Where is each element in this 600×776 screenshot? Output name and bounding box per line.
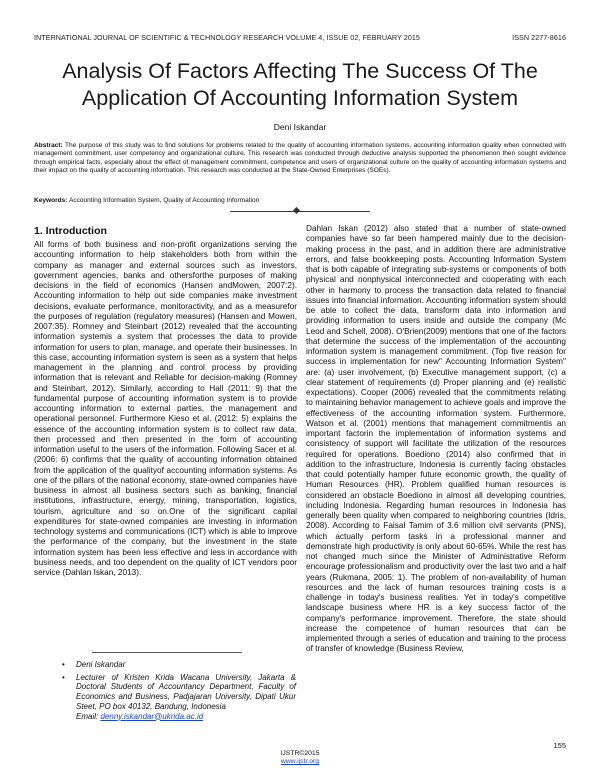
page-footer bbox=[0, 750, 600, 766]
journal-header: INTERNATIONAL JOURNAL OF SCIENTIFIC & TECHNOLOGY RESEARCH VOLUME 4, ISSUE 02, FEBRUARY 2015 bbox=[34, 33, 420, 42]
bullet: • bbox=[62, 660, 65, 669]
abstract-label: Abstract: bbox=[34, 142, 63, 149]
footnote-affiliation-item bbox=[62, 672, 296, 722]
section-divider bbox=[230, 211, 370, 212]
author-name: Deni Iskandar bbox=[273, 122, 327, 132]
footer-url-link[interactable]: www.ijstr.org bbox=[280, 758, 320, 765]
author-footnote bbox=[62, 660, 296, 724]
intro-right-paragraph: Dahlan Iskan (2012) also stated that a number of state-owned companies have so far been hampered mainly due to the decision-making process in the past, and in addition there are administrative errors, and false bookkeeping posts. Accounting Information System that is both capable of integrating sub-systems or components of both physical and nonphysical interconnected and cooperating with each other in harmony to process the transaction data related to financial issues into financial information. Accounting information system should be able to collect the data, transform data into information and providing information to users inside and outside the company (Mc Leod and Schell, 2008). O'Brien(2009) mentions that one of the factors that determine the success of the implementation of the accounting information system is management commitment. (Top five reason for success in implementation for new" Accounting Information System" are: (a) user involvement, (b) Executive management support, (c) a clear statement of requirements (d) Proper planning and (e) realistic expectations). Cooper (2006) revealed that the commitments relating to maintaining behavior management to achieve goals and improve the effectiveness of the accounting information system. Furthermore, Watson et al. (2001) mentions that management commitmentis an important factorin the implementation of information systems and consistency of support will facilitate the utilization of the resources required for operations. Boediono (2014) also confirmed that in addition to the infrastructure, Indonesia is currently facing obstacles that could potentially hamper future economic growth, the quality of Human Resources (HR). Problem qualified human resources is considered an obstacle Boediono in almost all developing countries, including Indonesia. Regarding human resources in Indonesia has generally been quality when compared to neighboring countries (Idris, 2008). According to Faisal Tamim of 3.6 million civil servants (PNS), which actually perform tasks in a professional manner and demonstrate high productivity is only about 60-65%. While the rest has not changed much since the Minister of Administrative Reform encourage professionalism and productivity over the last two and a half years (Rukmana, 2005: 1). The problem of non-availability of human resources and the lack of human resources training costs is a challenge in today's business realities. Yet in today's competitive landscape business where HR is a key success factor of the company's performance improvement. Therefore, the state should increase the competence of human resources that can be implemented through a series of education and training to the process of transfer of knowledge (Business Review, bbox=[306, 224, 566, 654]
footnote-affiliation: Lecturer of Kristen Krida Wacana University, Jakarta & Doctoral Students of Accountancy Department, Faculty of Economics and Business, Padjajaran University, Dipati Ukur Steet, PO box 40132, Bandung, Indonesia bbox=[76, 672, 296, 711]
footnote-name: Deni Iskandar bbox=[76, 660, 126, 669]
bullet: • bbox=[62, 672, 65, 682]
page-number: 155 bbox=[553, 741, 566, 750]
issn: ISSN 2277-8616 bbox=[512, 33, 566, 42]
right-column bbox=[306, 224, 566, 734]
paper-title bbox=[20, 58, 580, 112]
divider-diamond bbox=[293, 207, 300, 214]
keywords-label: Keywords: bbox=[34, 197, 68, 204]
footnote-name-item bbox=[62, 660, 296, 670]
abstract bbox=[34, 142, 566, 176]
title-line-2: Application Of Accounting Information System bbox=[81, 86, 519, 110]
left-column bbox=[34, 224, 297, 642]
keywords-text: Accounting Information System, Quality of Accounting Information bbox=[68, 197, 260, 204]
email-link[interactable]: denny.iskandar@ukrida.ac.id bbox=[100, 711, 204, 721]
footer-code: IJSTR©2015 bbox=[280, 750, 320, 757]
abstract-text: The purpose of this study was to find solutions for problems related to the quality of accounting information systems, accounting information quality when connected with management commitment, user competency and organizational culture. This research was conducted through deductive analysis supported the phenomenon then sought evidence through empirical facts, especially about the effect of management commitment, competence and users of organizational culture on the quality of accounting information systems and their impact on the quality of accounting information. This research was conducted at the State-Owned Enterprises (SOEs). bbox=[34, 142, 567, 175]
email-label: Email: bbox=[76, 711, 99, 721]
title-line-1: Analysis Of Factors Affecting The Success Of The bbox=[62, 59, 538, 83]
section-heading: 1. Introduction bbox=[34, 225, 107, 237]
intro-left-paragraph: All forms of both business and non-profit organizations serving the accounting information to help stakeholders both from within the company as manager and external sources such as investors, government agencies, banks and othersforthe purposes of making decisions in the field of economics (Hansen andMowen, 2007:2). Accounting information to help out side companies make investment decisions, evaluate performance, monitoractivity, and as a measurefor the purposes of regulation (regulatory measures) (Hansen and Mowen, 2007:35). Romney and Steinbart (2012) revealed that the accounting information systemis a system that processes the data to provide information for users to plan, manage, and operate their businesses. In this case, accounting information system is seen as a system that helps management in the planning and control process by providing information that is relevant and Reliable for decision-making (Romney and Steinbart, 2012). Similarly, according to Hall (2011: 9) that the fundamental purpose of accounting information system is to provide accounting information to external parties, the management and operational personnel. Furthermore Kieso et al. (2012: 5) explains the essence of the accounting information system is to collect raw data, then processed and then presented in the form of accounting information useful to the users of the information. Following Sacer et al. (2006: 6) confirms that the quality of accounting information obtained from the application of the qualityof accounting information systems. As one of the pillars of the national economy, state-owned companies have business in almost all business sectors such as banking, financial institutions, infrastructure, energy, mining, transportation, logistics, tourism, agriculture and so on.One of the significant capital expenditures for state-owned companies are investing in information technology systems and communications (ICT) which is able to improve the performance of the company, but the investment in the state information system has been less effective and less in accordance with business needs, and too dependent on the quality of ICT vendors poor service (Dahlan Iskan, 2013). bbox=[34, 240, 297, 577]
running-header bbox=[34, 33, 566, 42]
keywords bbox=[34, 197, 566, 205]
footnote-rule bbox=[92, 652, 242, 653]
